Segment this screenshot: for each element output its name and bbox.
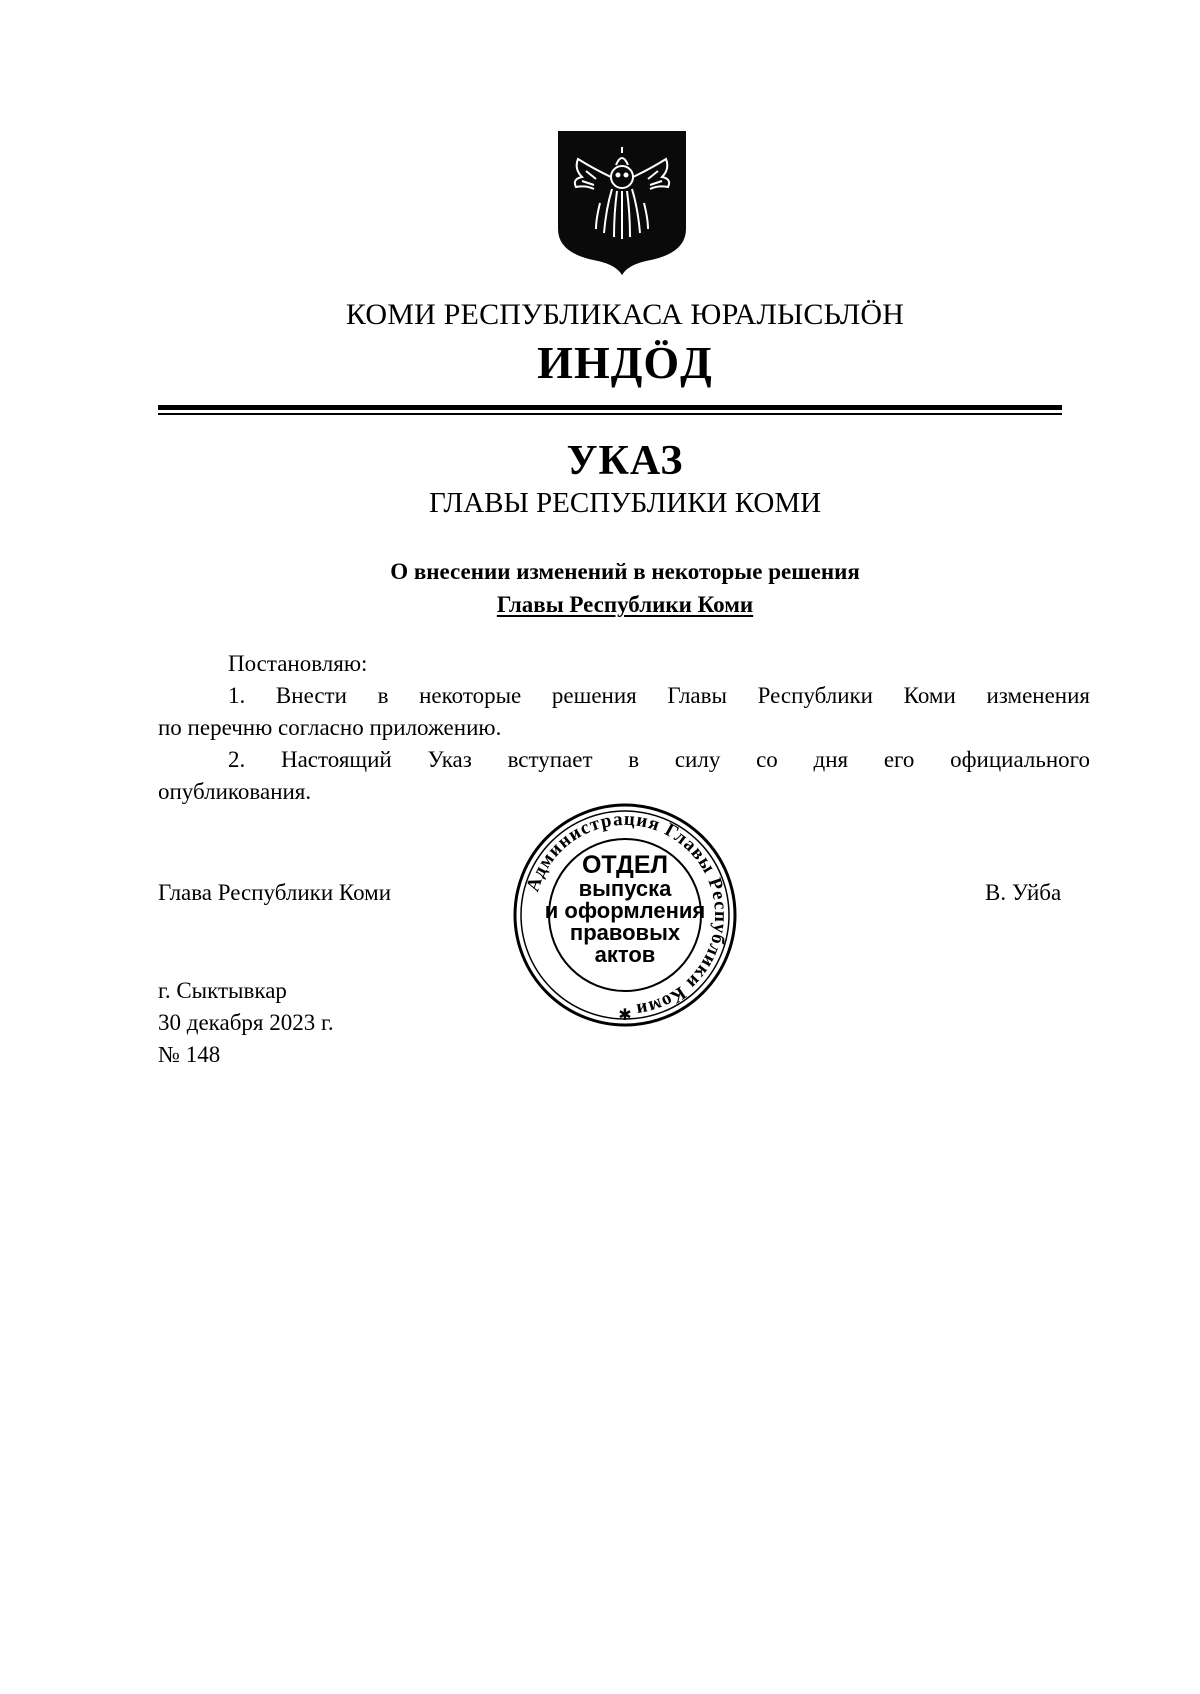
item-1-line-2: по перечню согласно приложению. [158,715,502,740]
stamp-line-3: и оформления [544,898,706,923]
header-rule-thin [158,413,1062,415]
stamp-star-icon: ✱ [618,1005,632,1024]
stamp-center-text [540,852,710,966]
doc-number: № 148 [158,1042,221,1067]
signatory-position: Глава Республики Коми [158,880,392,905]
city: г. Сыктывкар [158,978,287,1003]
stamp-line-4: правовых [569,920,681,945]
stamp-line-1: ОТДЕЛ [581,851,669,879]
header-rule-thick [158,405,1062,410]
document-body [158,648,1090,808]
item-2-line-2: опубликования. [158,779,312,804]
place-date-number [158,975,334,1071]
date: 30 декабря 2023 г. [158,1010,334,1035]
item-2-line-1: 2. Настоящий Указ вступает в силу со дня его официального [228,747,1090,772]
item-1-line-1: 1. Внести в некоторые решения Главы Республики Коми изменения [228,683,1090,708]
stamp-ring-text: Администрация Главы Республики Коми [522,808,732,1021]
stamp-line-2: выпуска [578,876,672,901]
preamble: Постановляю: [228,651,368,676]
heading-line-1: О внесении изменений в некоторые решения [390,559,860,584]
signatory-name: В. Уйба [985,880,1062,905]
stamp-line-5: актов [594,942,656,967]
doc-type-title: УКАЗ [566,438,684,484]
document-heading [0,555,1200,621]
doc-type-komi: ИНДÖД [537,337,713,388]
coat-of-arms-icon [556,129,688,277]
heading-line-2: Главы Республики Коми [496,592,754,617]
org-line-komi: КОМИ РЕСПУБЛИКАСА ЮРАЛЫСЬЛÖН [345,298,905,331]
issuer-subtitle: ГЛАВЫ РЕСПУБЛИКИ КОМИ [428,487,822,519]
